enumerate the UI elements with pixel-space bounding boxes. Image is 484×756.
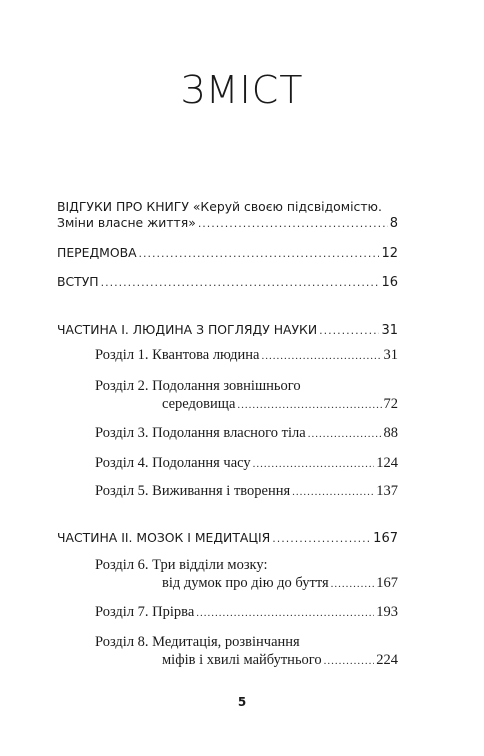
toc-entry-label: ЧАСТИНА ІІ. МОЗОК І МЕДИТАЦІЯ [57, 530, 271, 545]
toc-page-number: 124 [376, 455, 398, 471]
page-number: 5 [237, 695, 247, 709]
page-title: ЗМІСТ [180, 68, 304, 112]
toc-entry-label: Розділ 1. Квантова людина [95, 347, 260, 363]
dot-leader [324, 655, 375, 667]
toc-page-number: 167 [373, 531, 398, 546]
dot-leader [198, 217, 388, 230]
dot-leader [308, 428, 382, 440]
toc-entry-label-continued: міфів і хвилі майбутнього [162, 652, 322, 668]
dot-leader [319, 324, 379, 337]
toc-entry-label: ВІДГУКИ ПРО КНИГУ «Керуй своєю підсвідомістю. [57, 199, 382, 214]
dot-leader [196, 607, 374, 619]
toc-entry-label: ВСТУП [57, 274, 99, 289]
toc-entry-label: Розділ 6. Три відділи мозку: [95, 557, 268, 573]
dot-leader [253, 458, 375, 470]
toc-page-number: 12 [381, 246, 398, 261]
toc-entry-label: Розділ 3. Подолання власного тіла [95, 425, 306, 441]
toc-entry-label: Розділ 2. Подолання зовнішнього [95, 378, 301, 394]
toc-page-number: 72 [383, 396, 398, 412]
toc-entry-label: ПЕРЕДМОВА [57, 245, 137, 260]
toc-entry-label: Розділ 7. Прірва [95, 604, 195, 620]
dot-leader [101, 276, 380, 289]
toc-entry-label: ЧАСТИНА І. ЛЮДИНА З ПОГЛЯДУ НАУКИ [57, 322, 318, 337]
toc-page-number: 31 [383, 347, 398, 363]
toc-page-number: 193 [376, 604, 398, 620]
toc-entry-label-continued: Зміни власне життя» [57, 215, 196, 230]
toc-page-number: 224 [376, 652, 398, 668]
dot-leader [292, 486, 374, 498]
toc-page-number: 8 [389, 216, 398, 231]
toc-entry-label-continued: середовища [162, 396, 236, 412]
toc-page-number: 31 [381, 323, 398, 338]
toc-page-number: 16 [381, 275, 398, 290]
toc-entry-label: Розділ 8. Медитація, розвінчання [95, 634, 300, 650]
toc-entry-label-continued: від думок про дію до буття [162, 575, 329, 591]
toc-page-number: 167 [376, 575, 398, 591]
dot-leader [237, 399, 381, 411]
toc-page-number: 88 [383, 425, 398, 441]
dot-leader [261, 350, 381, 362]
dot-leader [331, 578, 375, 590]
toc-entry-label: Розділ 5. Виживання і творення [95, 483, 291, 499]
dot-leader [272, 532, 371, 545]
dot-leader [139, 247, 380, 260]
toc-page-number: 137 [376, 483, 398, 499]
toc-entry-label: Розділ 4. Подолання часу [95, 455, 251, 471]
